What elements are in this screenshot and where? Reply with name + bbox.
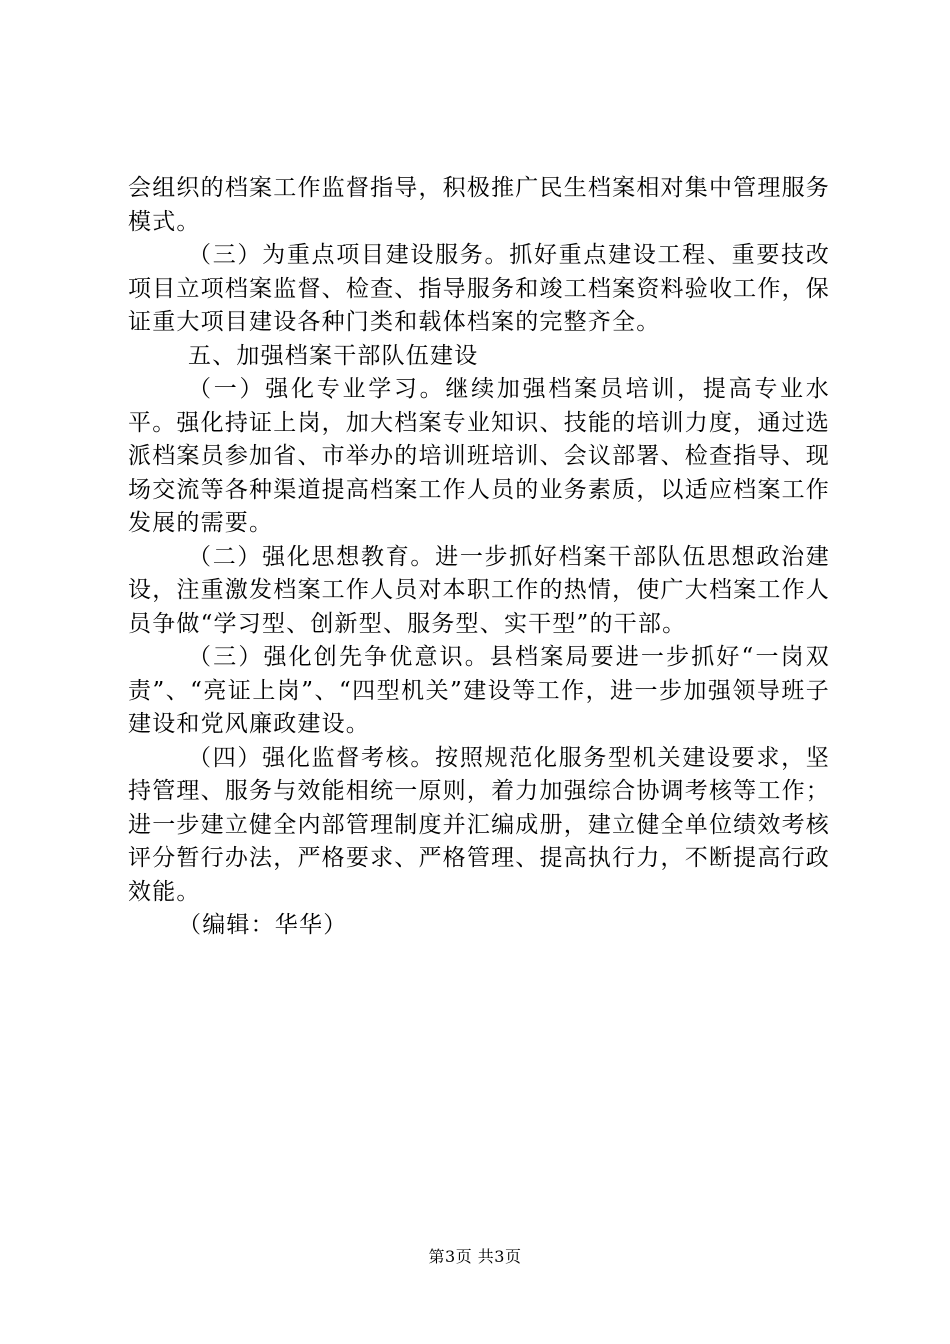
page-footer: 第3页 共3页 (428, 1247, 522, 1266)
paragraph-2: （三）为重点项目建设服务。抓好重点建设工程、重要技改项目立项档案监督、检查、指导服务和竣工档案资料验收工作，保证重大项目建设各种门类和载体档案的完整齐全。 (128, 242, 830, 335)
editor-note: （编辑：华华） (178, 912, 348, 938)
paragraph-1: 会组织的档案工作监督指导，积极推广民生档案相对集中管理服务模式。 (128, 175, 830, 235)
document-body (128, 172, 830, 943)
paragraph-7: （四）强化监督考核。按照规范化服务型机关建设要求，坚持管理、服务与效能相统一原则，着力加强综合协调考核等工作；进一步建立健全内部管理制度并汇编成册，建立健全单位绩效考核评分暂行办法，严格要求、严格管理、提高执行力，不断提高行政效能。 (128, 744, 830, 905)
paragraph-5: （二）强化思想教育。进一步抓好档案干部队伍思想政治建设，注重激发档案工作人员对本职工作的热情，使广大档案工作人员争做“学习型、创新型、服务型、实干型”的干部。 (128, 543, 830, 637)
paragraph-6: （三）强化创先争优意识。县档案局要进一步抓好“一岗双责”、“亮证上岗”、“四型机关”建设等工作，进一步加强领导班子建设和党风廉政建设。 (128, 644, 830, 737)
section-heading-5: 五、加强档案干部队伍建设 (188, 342, 479, 369)
paragraph-4: （一）强化专业学习。继续加强档案员培训，提高专业水平。强化持证上岗，加大档案专业知识、技能的培训力度，通过选派档案员参加省、市举办的培训班培训、会议部署、检查指导、现场交流等各种渠道提高档案工作人员的业务素质，以适应档案工作发展的需要。 (128, 376, 830, 536)
